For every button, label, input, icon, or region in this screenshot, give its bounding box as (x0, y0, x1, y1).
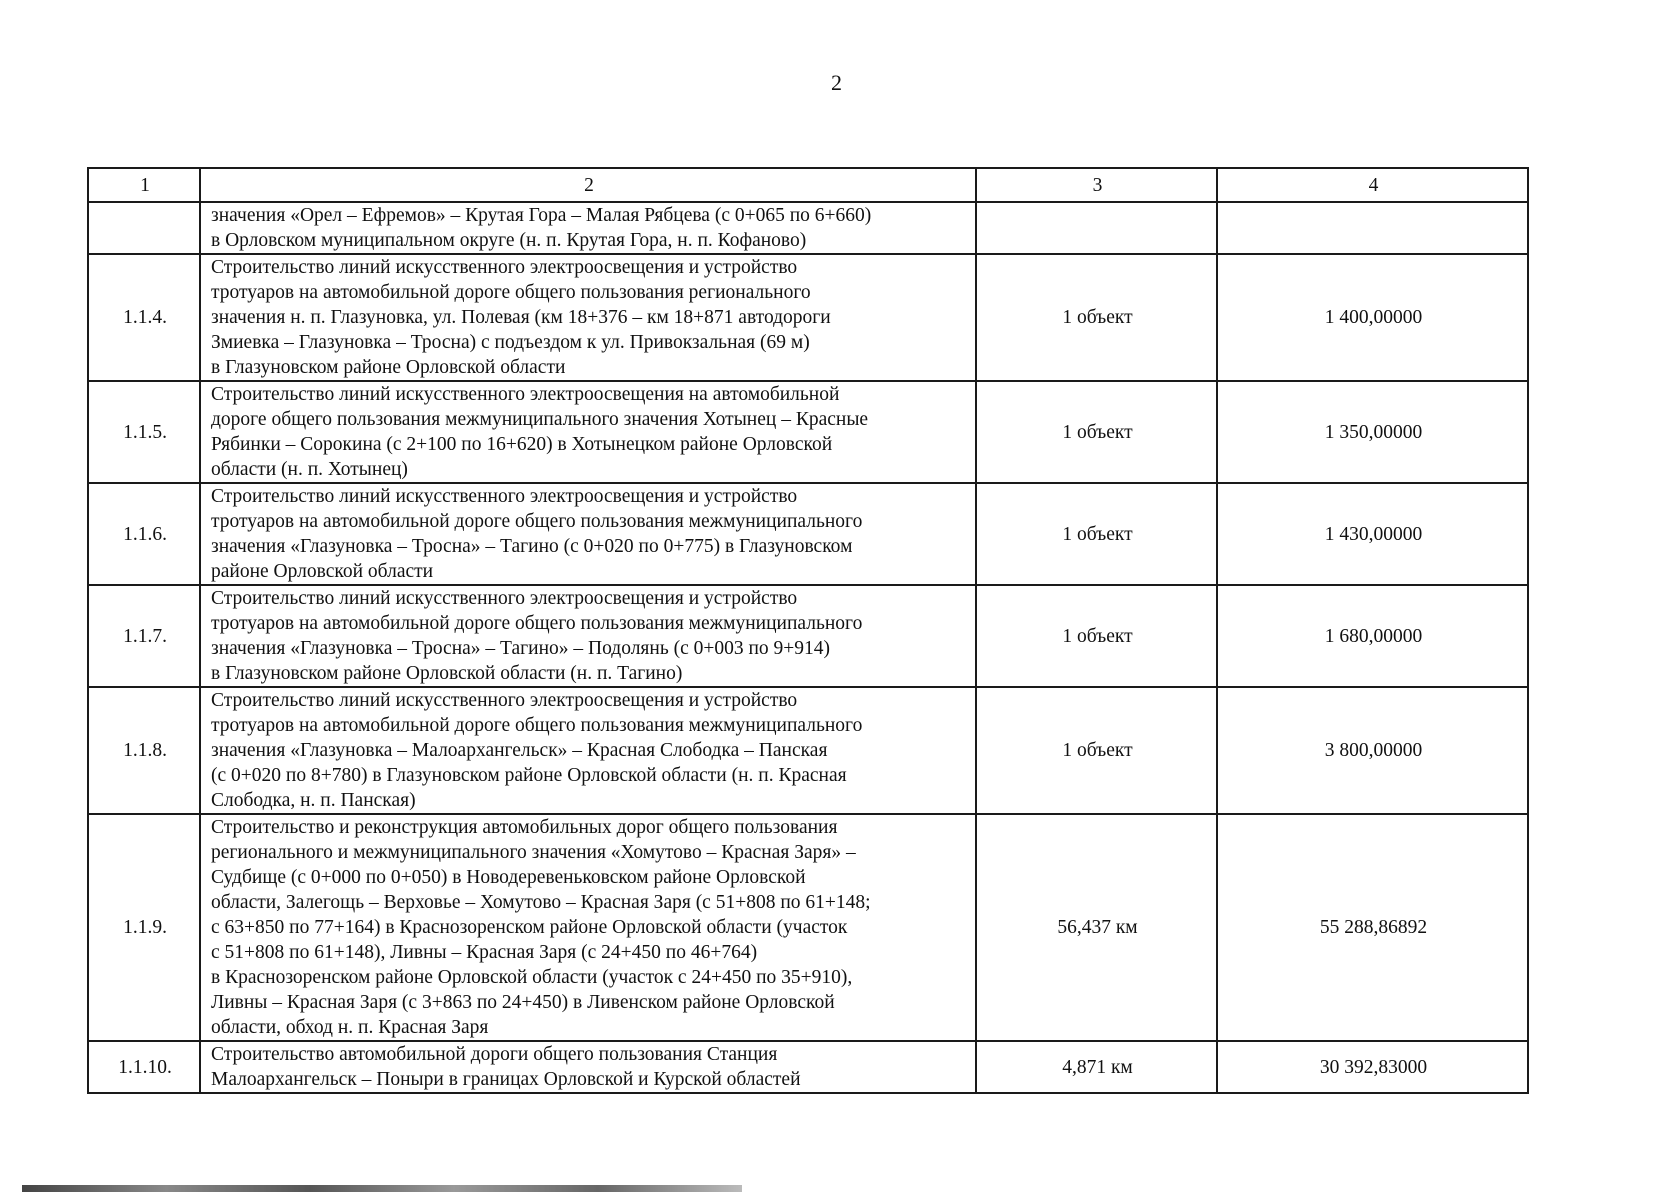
object-name-line: области (н. п. Хотынец) (211, 459, 408, 480)
object-name-line: Змиевка – Глазуновка – Тросна) с подъездом к ул. Привокзальная (69 м) (211, 332, 810, 353)
object-name-line: Строительство линий искусственного электроосвещения и устройство (211, 486, 798, 507)
row-number: 1.1.10. (88, 1041, 200, 1093)
object-amount: 55 288,86892 (1217, 814, 1528, 1041)
object-name-line: Строительство линий искусственного электроосвещения и устройство (211, 690, 798, 711)
object-name-line: Ливны – Красная Заря (с 3+863 по 24+450) в Ливенском районе Орловской (211, 992, 835, 1013)
object-name-line: значения «Глазуновка – Тросна» – Тагино» – Подолянь (с 0+003 по 9+914) (211, 638, 831, 659)
row-number: 1.1.9. (88, 814, 200, 1041)
object-name-line: в Глазуновском районе Орловской области (211, 357, 566, 378)
object-name-line: значения н. п. Глазуновка, ул. Полевая (км 18+376 – км 18+871 автодороги (211, 307, 831, 328)
row-number: 1.1.7. (88, 585, 200, 687)
object-name-line: Судбище (с 0+000 по 0+050) в Новодеревеньковском районе Орловской (211, 867, 806, 888)
object-name-line: тротуаров на автомобильной дороге общего пользования межмуниципального (211, 511, 863, 532)
table-row (88, 254, 1528, 381)
object-name (200, 381, 976, 483)
object-amount: 1 430,00000 (1217, 483, 1528, 585)
header-col-2: 2 (200, 168, 976, 202)
object-name-line: в Глазуновском районе Орловской области (н. п. Тагино) (211, 663, 683, 684)
object-name-line: Строительство и реконструкция автомобильных дорог общего пользования (211, 817, 838, 838)
object-name (200, 1041, 976, 1093)
object-name-line: Строительство линий искусственного электроосвещения и устройство (211, 588, 798, 609)
object-name-line: Строительство линий искусственного электроосвещения на автомобильной (211, 384, 840, 405)
object-name-line: (с 0+020 по 8+780) в Глазуновском районе Орловской области (н. п. Красная (211, 765, 847, 786)
object-name-line: тротуаров на автомобильной дороге общего пользования межмуниципального (211, 613, 863, 634)
object-amount: 3 800,00000 (1217, 687, 1528, 814)
object-name-line: области, обход н. п. Красная Заря (211, 1017, 489, 1038)
object-name-line: Строительство автомобильной дороги общего пользования Станция (211, 1044, 778, 1065)
object-quantity: 1 объект (976, 687, 1217, 814)
object-name-line: районе Орловской области (211, 561, 434, 582)
header-col-4: 4 (1217, 168, 1528, 202)
object-amount (1217, 202, 1528, 254)
object-name-line: в Краснозоренском районе Орловской области (участок с 24+450 по 35+910), (211, 967, 853, 988)
table-body (88, 202, 1528, 1093)
row-number: 1.1.6. (88, 483, 200, 585)
object-name (200, 202, 976, 254)
object-quantity: 1 объект (976, 585, 1217, 687)
table-row (88, 381, 1528, 483)
row-number (88, 202, 200, 254)
object-name (200, 687, 976, 814)
object-quantity: 56,437 км (976, 814, 1217, 1041)
object-name-line: дороге общего пользования межмуниципального значения Хотынец – Красные (211, 409, 869, 430)
object-name-line: с 63+850 по 77+164) в Краснозоренском районе Орловской области (участок (211, 917, 848, 938)
object-name-line: в Орловском муниципальном округе (н. п. Крутая Гора, н. п. Кофаново) (211, 230, 807, 251)
object-name (200, 483, 976, 585)
object-name-line: значения «Глазуновка – Тросна» – Тагино (с 0+020 по 0+775) в Глазуновском (211, 536, 853, 557)
object-name-line: Малоархангельск – Поныри в границах Орловской и Курской областей (211, 1069, 801, 1090)
page-number: 2 (831, 70, 842, 95)
object-name-line: тротуаров на автомобильной дороге общего пользования межмуниципального (211, 715, 863, 736)
header-col-1: 1 (88, 168, 200, 202)
object-name-line: с 51+808 по 61+148), Ливны – Красная Заря (с 24+450 по 46+764) (211, 942, 758, 963)
object-quantity (976, 202, 1217, 254)
table-row (88, 202, 1528, 254)
table-row (88, 687, 1528, 814)
object-name (200, 585, 976, 687)
object-name-line: области, Залегощь – Верховье – Хомутово – Красная Заря (с 51+808 по 61+148; (211, 892, 871, 913)
object-quantity: 1 объект (976, 381, 1217, 483)
row-number: 1.1.8. (88, 687, 200, 814)
table-header-row (88, 168, 1528, 202)
object-quantity: 1 объект (976, 483, 1217, 585)
row-number: 1.1.4. (88, 254, 200, 381)
object-name-line: Строительство линий искусственного электроосвещения и устройство (211, 257, 798, 278)
object-name (200, 814, 976, 1041)
object-name-line: регионального и межмуниципального значения «Хомутово – Красная Заря» – (211, 842, 856, 863)
object-quantity: 1 объект (976, 254, 1217, 381)
object-name (200, 254, 976, 381)
scan-artifact-strip (22, 1185, 742, 1192)
row-number: 1.1.5. (88, 381, 200, 483)
table-row (88, 814, 1528, 1041)
table-row (88, 585, 1528, 687)
objects-table (87, 167, 1529, 1094)
table-row (88, 1041, 1528, 1093)
object-name-line: значения «Глазуновка – Малоархангельск» – Красная Слободка – Панская (211, 740, 828, 761)
object-name-line: Рябинки – Сорокина (с 2+100 по 16+620) в Хотынецком районе Орловской (211, 434, 833, 455)
object-amount: 1 400,00000 (1217, 254, 1528, 381)
object-name-line: значения «Орел – Ефремов» – Крутая Гора – Малая Рябцева (с 0+065 по 6+660) (211, 205, 872, 226)
table-row (88, 483, 1528, 585)
object-amount: 1 350,00000 (1217, 381, 1528, 483)
object-amount: 1 680,00000 (1217, 585, 1528, 687)
object-name-line: тротуаров на автомобильной дороге общего пользования регионального (211, 282, 811, 303)
object-amount: 30 392,83000 (1217, 1041, 1528, 1093)
header-col-3: 3 (976, 168, 1217, 202)
object-name-line: Слободка, н. п. Панская) (211, 790, 416, 811)
object-quantity: 4,871 км (976, 1041, 1217, 1093)
